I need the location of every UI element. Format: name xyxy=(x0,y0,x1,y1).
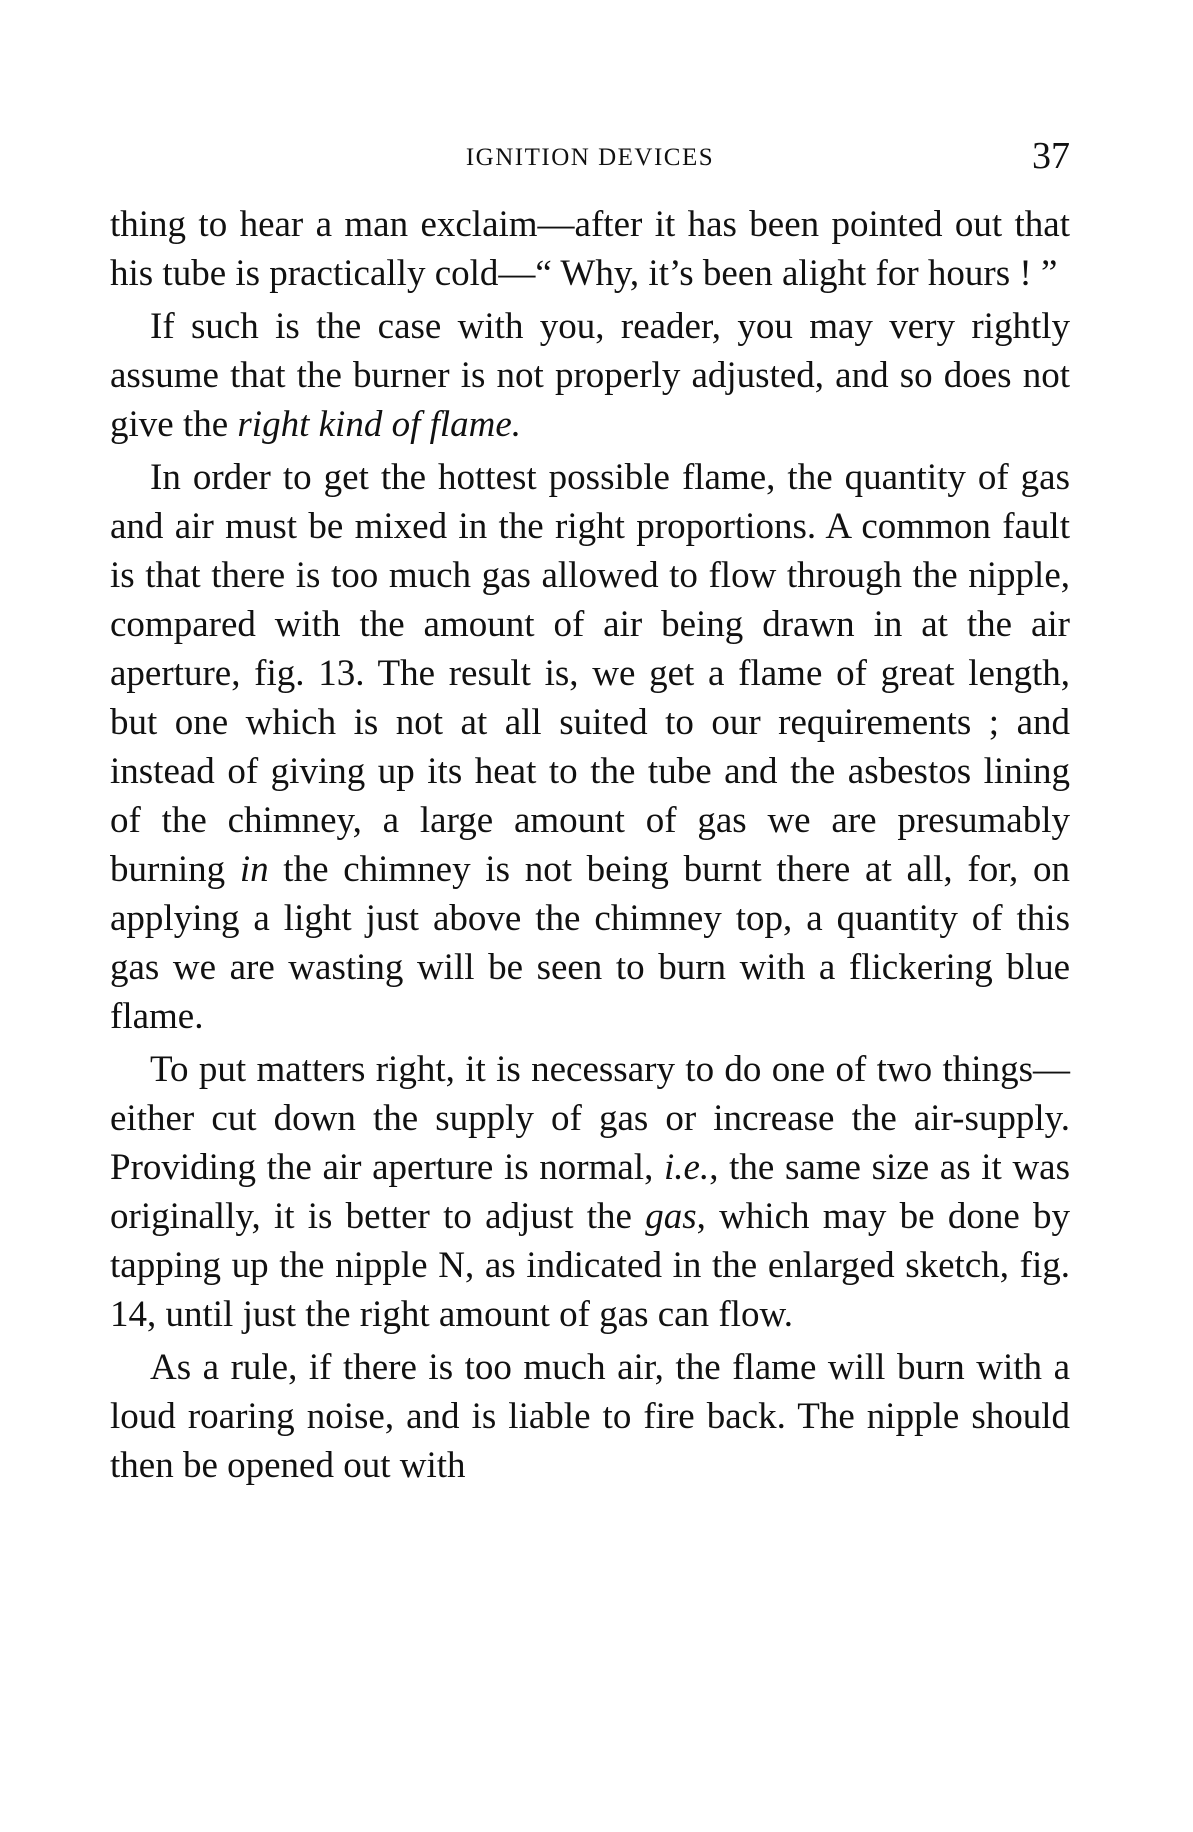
text-run: To put matters right, it is necessary to do one of two things—either cut down the supply of gas or increase the air-supply. Providing the air aperture is normal, xyxy=(110,1049,1070,1188)
book-page xyxy=(110,135,1071,1490)
text-run: the chimney is not being burnt there at all, for, on applying a light just above the chimney top, a quantity of this gas we are wasting will be seen to burn with a flickering blue flame. xyxy=(110,849,1070,1037)
text-run: , which may be done by tapping up the nipple N, as indicated in the enlarged sketch, fig. 14, until just the right amount of gas can flow. xyxy=(110,1196,1070,1335)
italic-run: right kind of flame. xyxy=(237,404,522,445)
text-run: As a rule, if there is too much air, the flame will burn with a loud roaring noise, and is liable to fire back. The nipple should then be opened out with xyxy=(110,1347,1070,1486)
italic-run: gas xyxy=(645,1196,697,1237)
paragraph-5 xyxy=(110,1343,1070,1490)
text-run: , the same size as it was originally, it is better to adjust the xyxy=(110,1147,1071,1237)
paragraph-4 xyxy=(110,1045,1070,1339)
body-text xyxy=(110,200,1070,1490)
paragraph-2 xyxy=(110,302,1070,449)
page-number: 37 xyxy=(1032,135,1070,177)
italic-run: in xyxy=(239,849,269,890)
text-run: If such is the case with you, reader, you may very rightly assume that the burner is not properly adjusted, and so does not give the xyxy=(110,306,1070,445)
running-head xyxy=(110,135,1070,182)
running-title: IGNITION DEVICES xyxy=(465,144,715,171)
text-run: thing to hear a man exclaim—after it has been pointed out that his tube is practically cold—“ Why, it’s been alight for hours ! ” xyxy=(110,204,1070,294)
text-run: In order to get the hottest possible flame, the quantity of gas and air must be mixed in the right proportions. A common fault is that there is too much gas allowed to flow through the nipple, compared with the amount of air being drawn in at the air aperture, fig. 13. The result is, we get a flame of great length, but one which is not at all suited to our requirements ; and instead of giving up its heat to the tube and the asbestos lining of the chimney, a large amount of gas we are presumably burning xyxy=(110,457,1070,890)
italic-run: i.e. xyxy=(664,1147,710,1188)
paragraph-3 xyxy=(110,453,1070,1041)
paragraph-1 xyxy=(110,200,1070,298)
